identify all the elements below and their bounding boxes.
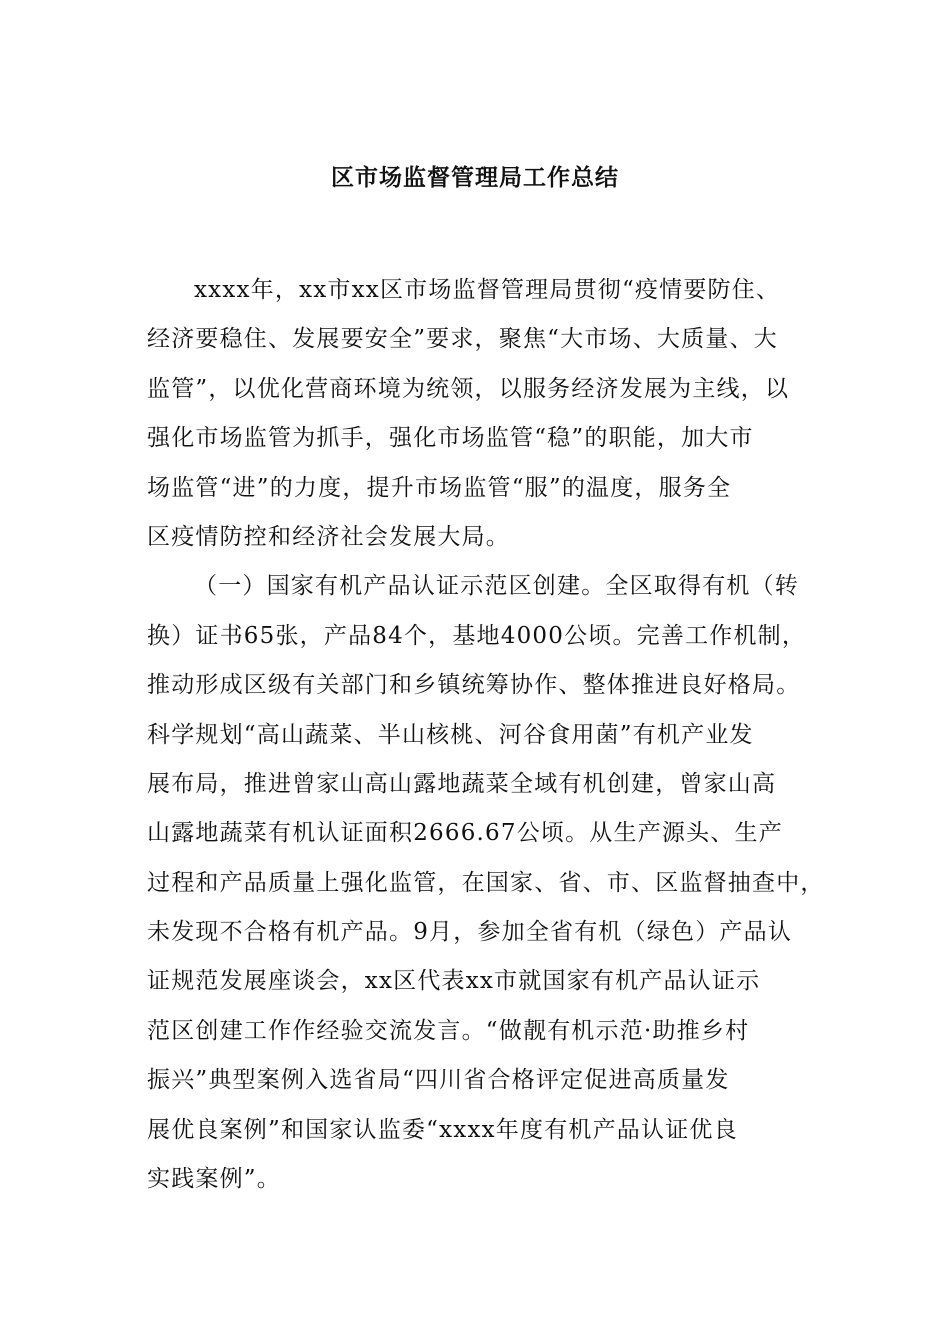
text-line: 山露地蔬菜有机认证面积2666.67公顷。从生产源头、生产 (147, 820, 783, 847)
text-line: 证规范发展座谈会，xx区代表xx市就国家有机产品认证示 (147, 968, 761, 995)
text-line: 监管”，以优化营商环境为统领，以服务经济发展为主线，以 (147, 375, 790, 402)
text-line: 科学规划“高山蔬菜、半山核桃、河谷食用菌”有机产业发 (147, 721, 754, 748)
text-line: 实践案例”。 (147, 1166, 281, 1193)
document-title: 区市场监督管理局工作总结 (331, 165, 619, 191)
paragraph-section-1 (147, 562, 827, 1204)
text-line: 过程和产品质量上强化监管，在国家、省、市、区监督抽查中， (147, 869, 825, 896)
text-line: （一）国家有机产品认证示范区创建。全区取得有机（转 (194, 573, 799, 600)
text-line: 推动形成区级有关部门和乡镇统筹协作、整体推进良好格局。 (147, 672, 801, 699)
text-line: 振兴”典型案例入选省局“四川省合格评定促进高质量发 (147, 1067, 730, 1094)
text-line: 未发现不合格有机产品。9月，参加全省有机（绿色）产品认 (147, 919, 793, 946)
document-body (147, 266, 827, 1204)
text-line: 区疫情防控和经济社会发展大局。 (147, 523, 510, 550)
text-line: 展优良案例”和国家认监委“xxxx年度有机产品认证优良 (147, 1116, 738, 1143)
text-line: 场监管“进”的力度，提升市场监管“服”的温度，服务全 (147, 474, 732, 501)
text-line: 经济要稳住、发展要安全”要求，聚焦“大市场、大质量、大 (147, 326, 778, 353)
text-line: xxxx年，xx市xx区市场监督管理局贯彻“疫情要防住、 (194, 277, 781, 303)
text-line: 范区创建工作作经验交流发言。“做靓有机示范·助推乡村 (147, 1017, 750, 1044)
text-line: 强化市场监管为抓手，强化市场监管“稳”的职能，加大市 (147, 425, 754, 452)
text-line: 展布局，推进曾家山高山露地蔬菜全域有机创建，曾家山高 (147, 770, 777, 797)
text-line: 换）证书65张，产品84个，基地4000公顷。完善工作机制， (147, 622, 807, 649)
paragraph-intro (147, 266, 827, 562)
